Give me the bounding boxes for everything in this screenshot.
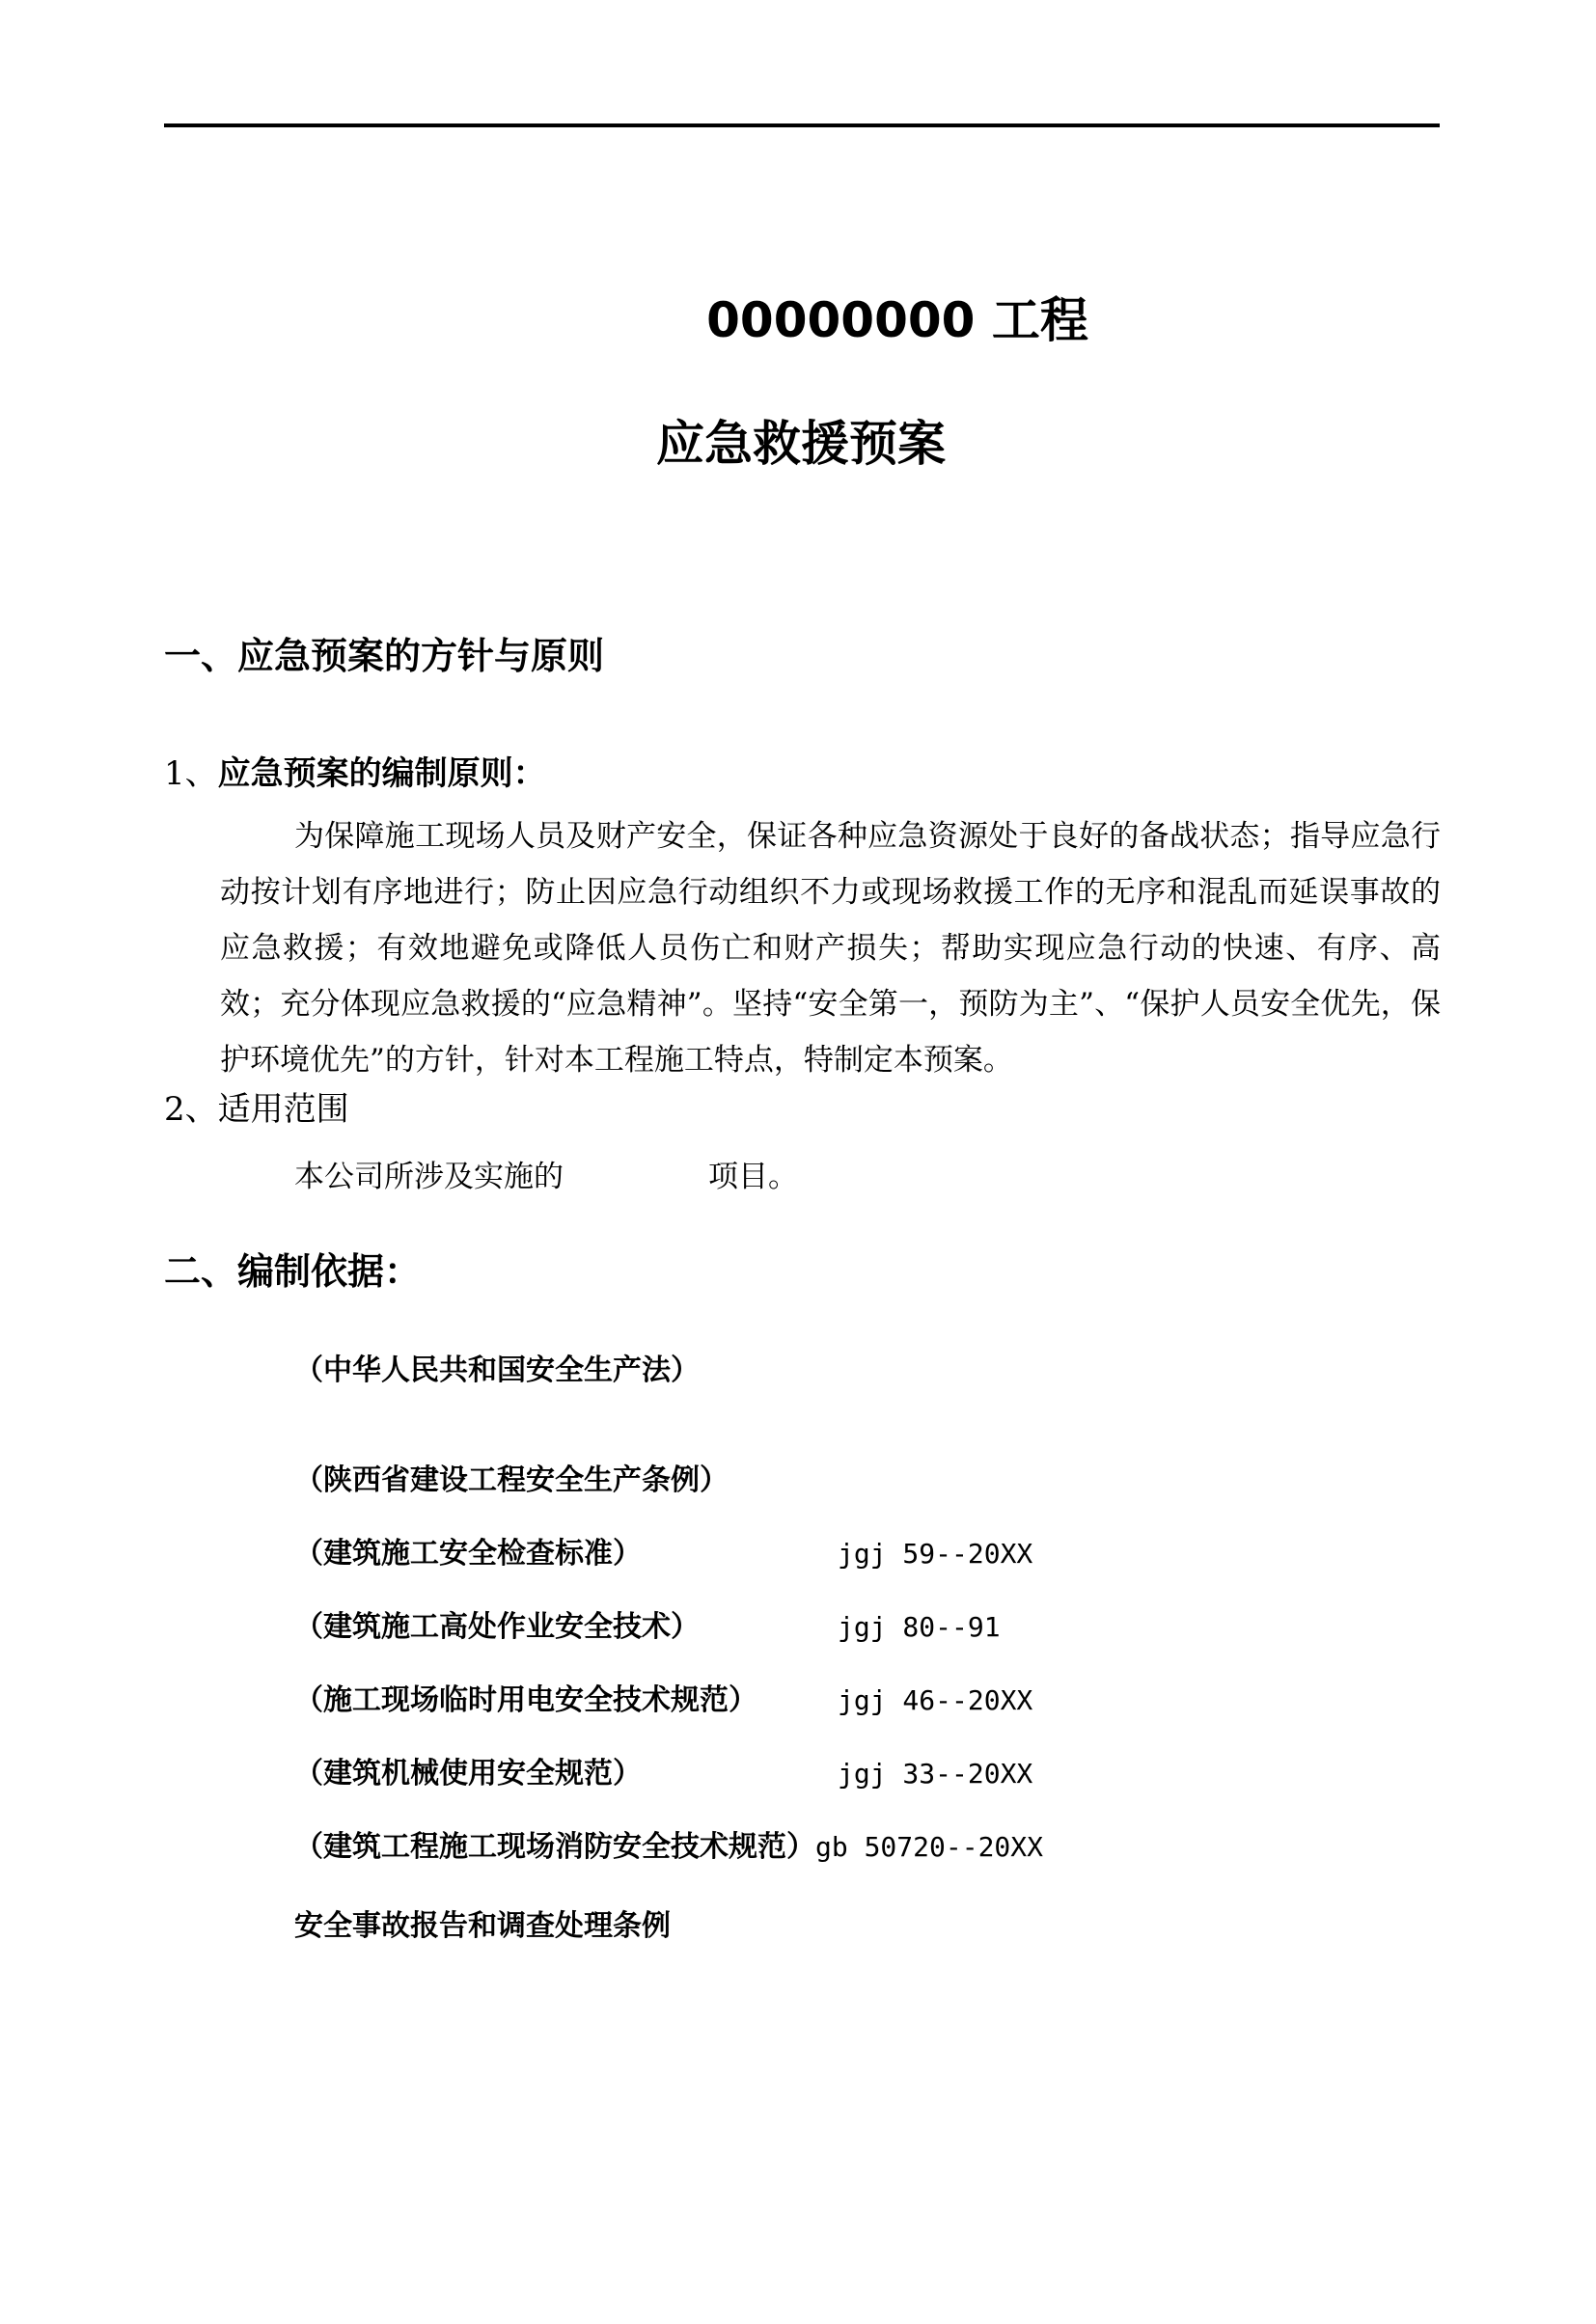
subsection-2-number: 2、 xyxy=(164,1090,218,1129)
scope-text xyxy=(294,1156,798,1198)
header-rule xyxy=(164,123,1440,127)
reference-item xyxy=(294,1461,838,1501)
reference-code: gb 50720--20XX xyxy=(815,1831,1044,1863)
reference-item xyxy=(294,1534,1032,1574)
scope-text-after: 项目。 xyxy=(708,1160,798,1194)
document-subtitle: 应急救援预案 xyxy=(656,416,946,472)
subsection-2-heading xyxy=(164,1087,349,1132)
principles-paragraph: 为保障施工现场人员及财产安全，保证各种应急资源处于良好的备战状态；指导应急行动按计划有序地进行；防止因应急行动组织不力或现场救援工作的无序和混乱而延误事故的应急救援；有效地避免或降低人员伤亡和财产损失；帮助实现应急行动的快速、有序、高效；充分体现应急救援的“应急精神”。坚持“安全第一，预防为主”、“保护人员安全优先，保护环境优先”的方针，针对本工程施工特点，特制定本预案。 xyxy=(220,819,1441,1078)
reference-item xyxy=(294,1827,1043,1868)
reference-item xyxy=(294,1607,1001,1648)
document-title: 00000000 工程 xyxy=(706,292,1088,348)
subsection-1-title: 应急预案的编制原则： xyxy=(217,754,546,793)
subsection-1-number: 1、 xyxy=(164,754,218,793)
reference-name: （中华人民共和国安全生产法） xyxy=(294,1353,700,1387)
reference-item xyxy=(294,1681,1032,1721)
reference-name: （陕西省建设工程安全生产条例） xyxy=(294,1463,729,1497)
reference-name: （建筑工程施工现场消防安全技术规范） xyxy=(294,1830,815,1864)
reference-name: （建筑机械使用安全规范） xyxy=(294,1757,642,1791)
section-2-heading: 二、编制依据： xyxy=(164,1250,422,1293)
reference-name: 安全事故报告和调查处理条例 xyxy=(294,1909,671,1943)
reference-code: jgj 33--20XX xyxy=(838,1758,1033,1790)
reference-name: （施工现场临时用电安全技术规范） xyxy=(294,1683,757,1717)
reference-code: jgj 59--20XX xyxy=(838,1538,1033,1570)
reference-item xyxy=(294,1754,1032,1794)
scope-text-before: 本公司所涉及实施的 xyxy=(294,1160,564,1194)
reference-name: （建筑施工安全检查标准） xyxy=(294,1537,642,1571)
reference-item xyxy=(294,1906,838,1947)
reference-item xyxy=(294,1351,838,1391)
section-1-heading: 一、应急预案的方针与原则 xyxy=(164,635,605,677)
subsection-2-title: 适用范围 xyxy=(217,1090,349,1129)
reference-name: （建筑施工高处作业安全技术） xyxy=(294,1610,700,1644)
subsection-1-heading xyxy=(164,752,546,796)
reference-code: jgj 80--91 xyxy=(838,1611,1001,1643)
reference-code: jgj 46--20XX xyxy=(838,1684,1033,1716)
